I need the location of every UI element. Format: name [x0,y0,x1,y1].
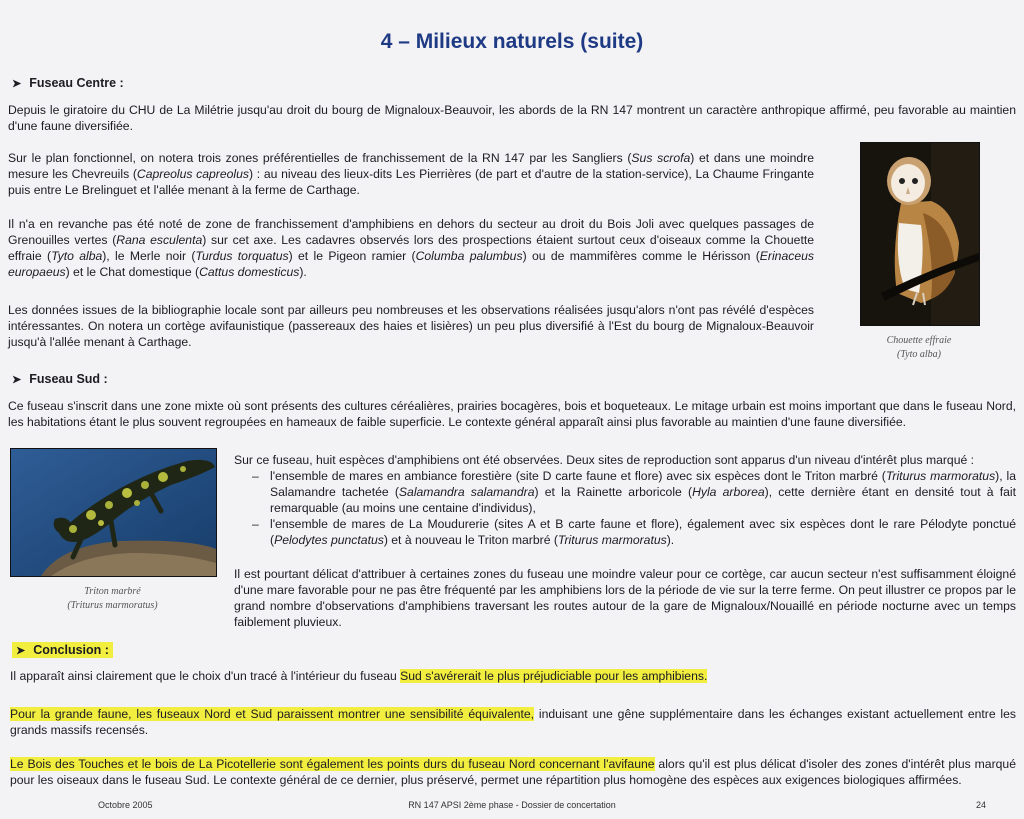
owl-caption-latin: (Tyto alba) [897,349,941,360]
footer-date: Octobre 2005 [98,800,153,810]
list-item: – l'ensemble de mares en ambiance forestière (site D carte faune et flore) avec six espèces dont le Triton marbré (Triturus marmoratus), la Salamandre tachetée (Salamandra salamandra) et la Rainette arboricole (Hyla arborea), cette dernière étant en densité tout à fait remarquable (au moins une centaine d'individus), [252,469,1017,515]
paragraph-centre-2: Sur le plan fonctionnel, on notera trois zones préférentielles de franchissement de la RN 147 par les Sangliers (Sus scrofa) et dans une moindre mesure les Chevreuils (Capreolus capreolus) : au niveau des lieux-dits Les Pierrières (de part et d'autre de la station-service), La Chaume Fringante puis entre Le Brelinguet et l'allée menant à la ferme de Carthage. [8,151,815,197]
paragraph-sud-intro: Sur ce fuseau, huit espèces d'amphibiens ont été observées. Deux sites de reproduction sont apparus d'un niveau d'intérêt plus marqué : [234,453,975,467]
page-title: 4 – Milieux naturels (suite) [380,30,644,53]
paragraph-centre-3: Il n'a en revanche pas été noté de zone de franchissement d'amphibiens en dehors du secteur au droit du Bois Joli avec quelques passages de Grenouilles vertes (Rana esculenta) sur cet axe. Les cadavres observés lors des prospections étaient surtout ceux d'oiseaux comme la Chouette effraie (Tyto alba), le Merle noir (Turdus torquatus) et le Pigeon ramier (Columba palumbus) ou de mammifères comme le Hérisson (Erinaceus europaeus) et le Chat domestique (Cattus domesticus). [8,217,814,279]
footer-document-title: RN 147 APSI 2ème phase - Dossier de concertation [408,800,616,810]
section-heading-centre [12,76,124,90]
owl-illustration [861,143,979,325]
paragraph-sud-3: Il est pourtant délicat d'attribuer à certaines zones du fuseau une moindre valeur pour ce cortège, car aucun secteur n'est suffisamment éloigné d'une mare favorable pour ne pas être fréquenté par les amphibiens lors de la période de vie sur la terre ferme. On peut illustrer ce propos par le grand nombre d'observations d'amphibiens traversant les routes autour de la gare de Mignaloux/Nouaillé en période nocturne avec un temps faiblement pluvieux. [234,567,1016,629]
paragraph-centre-4: Les données issues de la bibliographie locale sont par ailleurs peu nombreuses et les observations réalisées jusqu'alors n'ont pas révélé d'espèces intéressantes. On notera un cortège avifaunistique (passereaux des haies et lisières) un peu plus diversifié à l'Est du bourg de Mignaloux-Beauvoir jusqu'à l'allée menant à Carthage. [8,303,814,349]
arrow-bullet-icon: ➤ [12,374,22,386]
section-heading-conclusion [10,642,119,658]
footer-page-number: 24 [976,800,987,810]
paragraph-conclusion-2: Pour la grande faune, les fuseaux Nord et Sud paraissent montrer une sensibilité équivalente, induisant une gêne supplémentaire dans les échanges existant actuellement entre les grands massifs recensés. [10,707,1016,737]
highlight: Sud s'avérerait le plus préjudiciable pour les amphibiens. [400,669,708,683]
owl-caption [860,334,978,362]
triton-caption-latin: (Triturus marmoratus) [67,600,158,611]
arrow-bullet-icon: ➤ [12,78,22,90]
section-heading-sud [12,372,108,386]
section-heading-text: Conclusion : [33,643,109,657]
paragraph-conclusion-1: Il apparaît ainsi clairement que le choix d'un tracé à l'intérieur du fuseau Sud s'avérerait le plus préjudiciable pour les amphibiens. [10,669,708,683]
owl-photo [860,142,980,326]
section-heading-text: Fuseau Sud : [29,372,108,386]
paragraph-centre-1: Depuis le giratoire du CHU de La Milétrie jusqu'au droit du bourg de Mignaloux-Beauvoir, les abords de la RN 147 montrent un caractère anthropique affirmé, peu favorable au maintien d'une faune diversifiée. [8,103,1016,133]
highlight: Pour la grande faune, les fuseaux Nord et Sud paraissent montrer une sensibilité équivalente, [10,707,535,721]
triton-photo [10,448,217,577]
list-item: – l'ensemble de mares de La Moudurerie (sites A et B carte faune et flore), également avec six espèces dont le rare Pélodyte ponctué (Pelodytes punctatus) et à nouveau le Triton marbré (Triturus marmoratus). [252,517,1016,547]
paragraph-sud-1: Ce fuseau s'inscrit dans une zone mixte où sont présents des cultures céréalières, prairies bocagères, bois et boqueteaux. Le mitage urbain est moins important que dans le fuseau Nord, les habitations étant le plus souvent regroupées en hameaux de faible superficie. Le contexte général apparaît ainsi plus favorable au maintien d'une faune diversifiée. [8,399,1016,429]
triton-caption [10,585,215,613]
triton-illustration [11,449,216,576]
owl-caption-name: Chouette effraie [886,335,952,346]
paragraph-conclusion-3: Le Bois des Touches et le bois de La Picotellerie sont également les points durs du fuseau Nord concernant l'avifaune alors qu'il est plus délicat d'isoler des zones d'intérêt plus marqué pour les oiseaux dans le fuseau Sud. Le contexte général de ce dernier, plus préservé, permet une répartition plus homogène des espèces aux exigences biologiques affirmées. [10,757,1016,787]
species-list [234,468,1016,548]
triton-caption-name: Triton marbré [84,586,141,597]
highlight: Le Bois des Touches et le bois de La Picotellerie sont également les points durs du fuseau Nord concernant l'avifaune [10,757,655,771]
arrow-bullet-icon: ➤ [16,645,26,657]
section-heading-text: Fuseau Centre : [29,76,124,90]
